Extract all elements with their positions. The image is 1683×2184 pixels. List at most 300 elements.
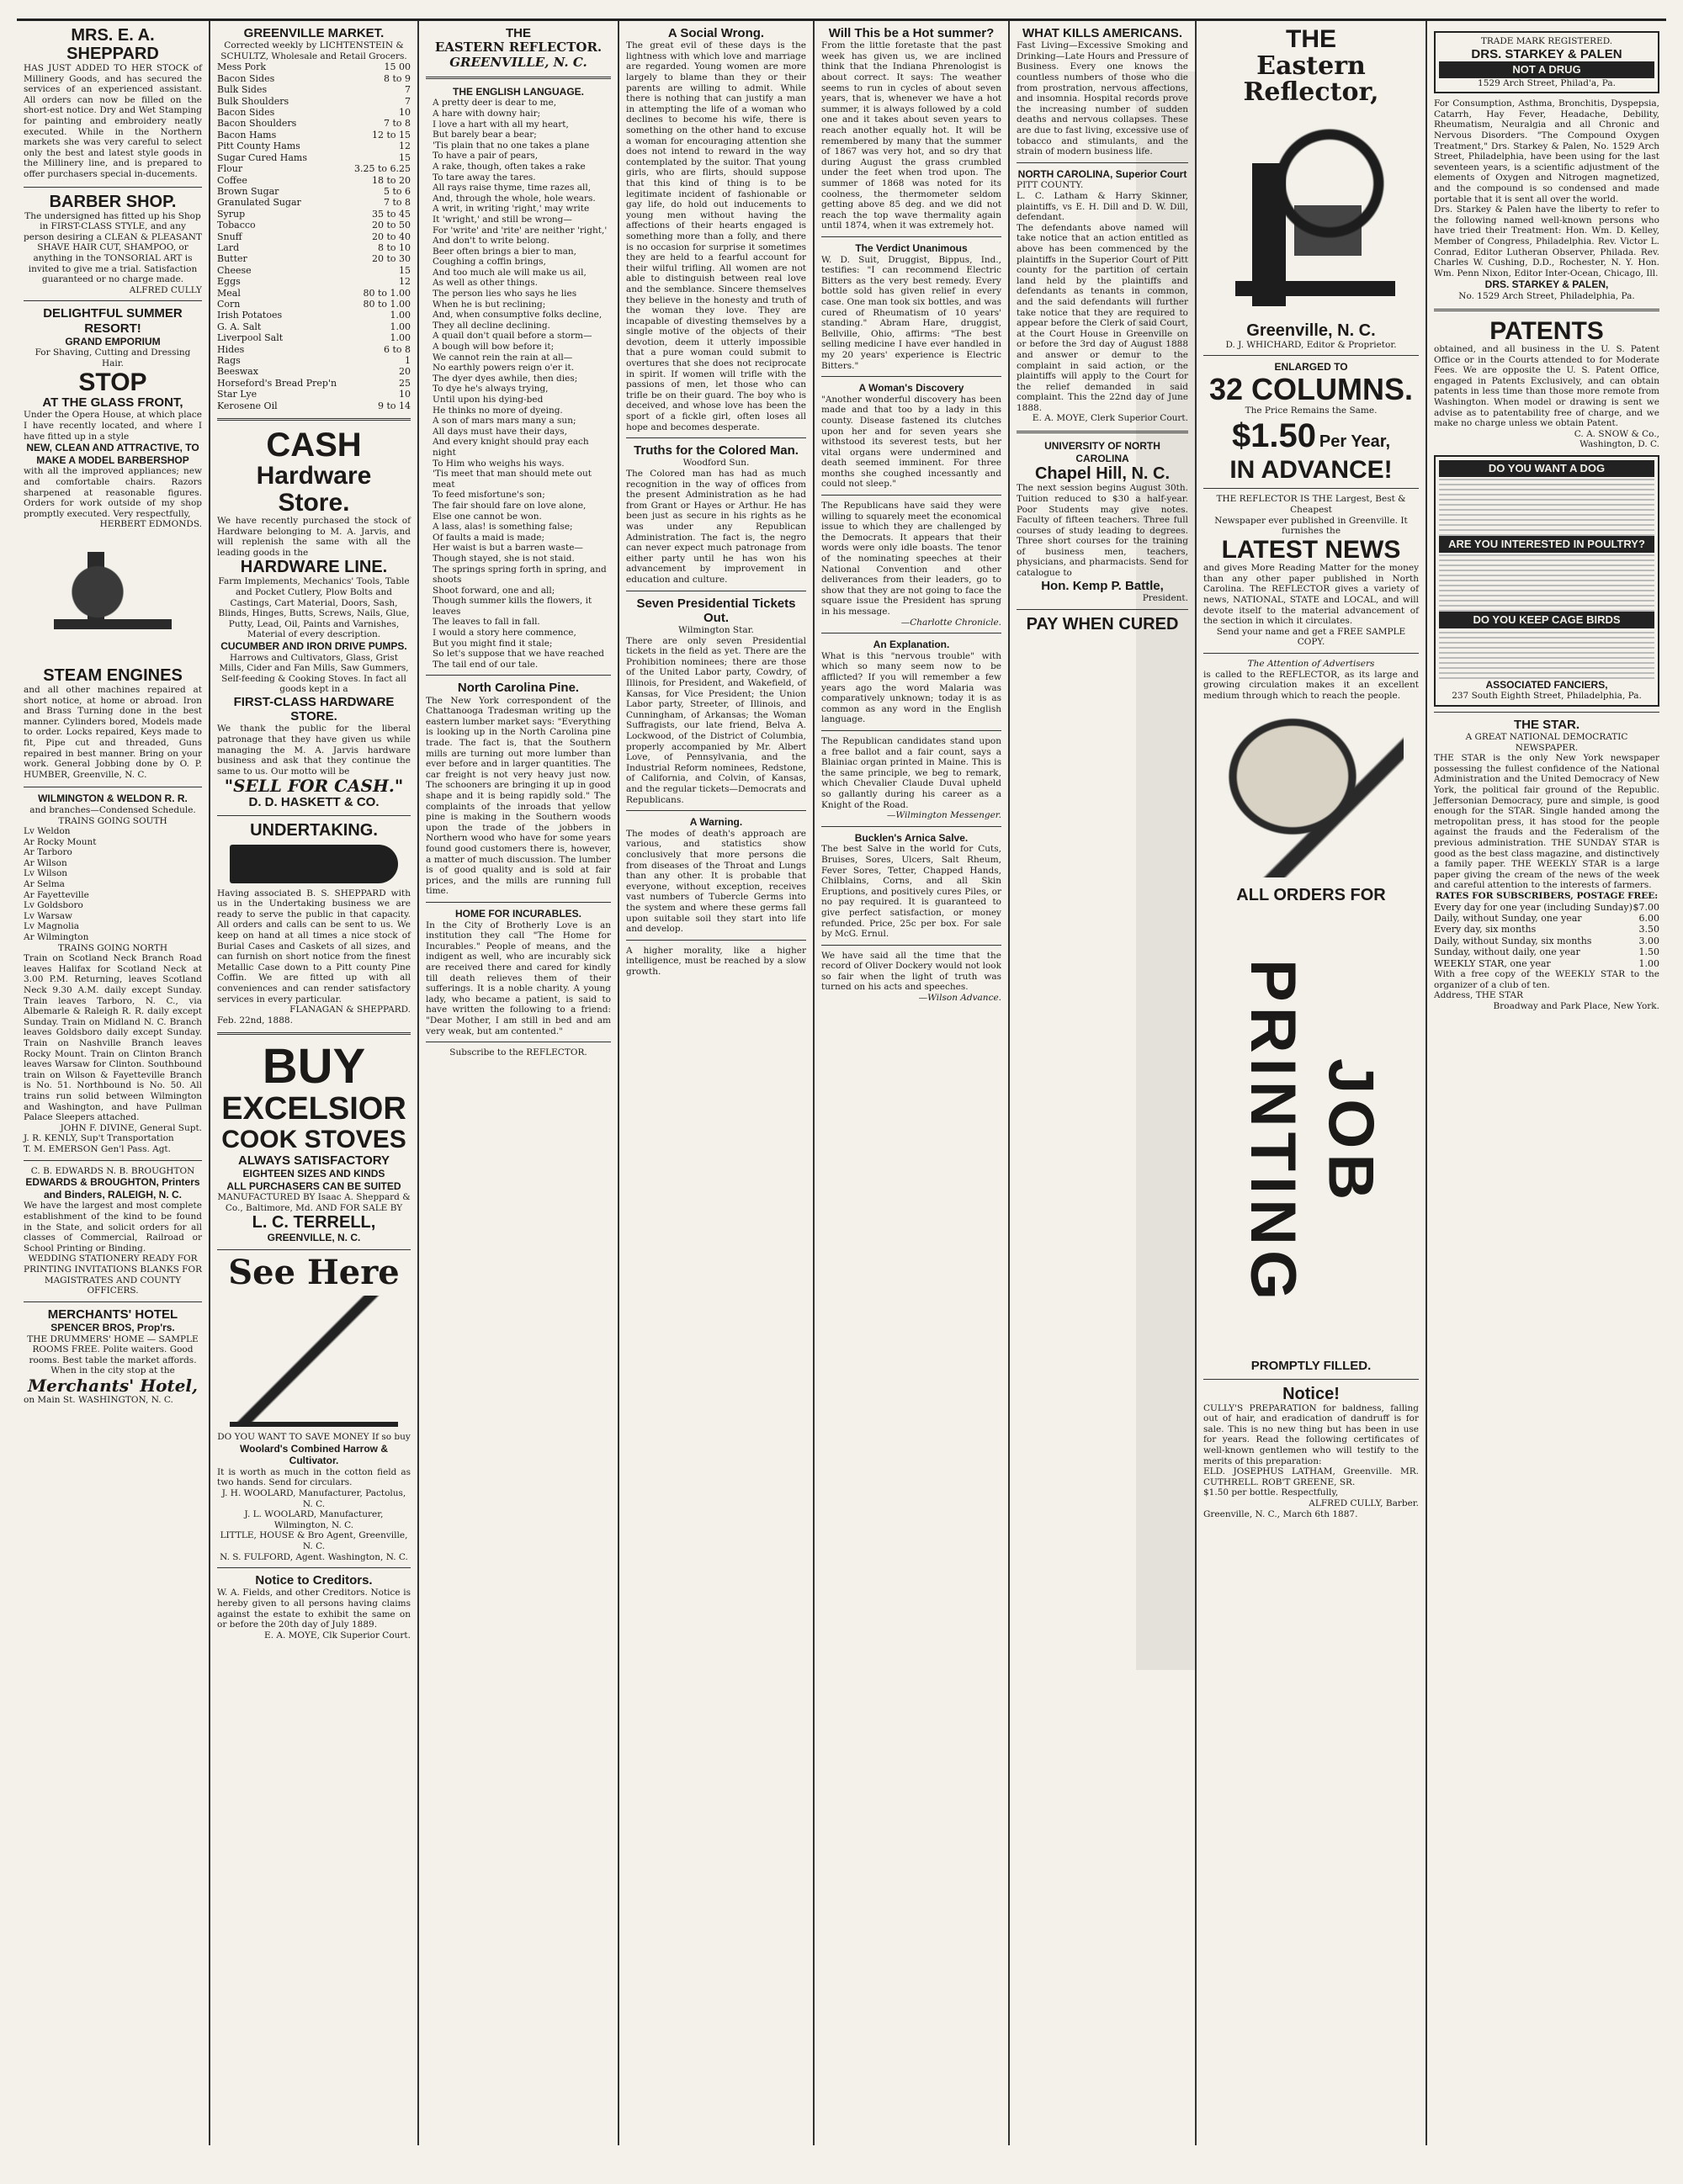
- market-price: 7: [405, 84, 411, 96]
- engines-body: and all other machines repaired at short notice, at home or abroad. Iron and Brass Turning done in the best manner. Cylinders bored, Models made to order. Locks repaired, Keys made to fit, Pipe cut and threaded, Guns repaired in best manner. Bring on your work. General Jobbing done by O. P. HUMBER, Greenville, N. C.: [24, 684, 202, 780]
- court-title: NORTH CAROLINA, Superior Court: [1017, 167, 1187, 180]
- market-price: 7: [405, 95, 411, 107]
- starkey-signature: DRS. STARKEY & PALEN,: [1484, 278, 1609, 291]
- poem-line: A pretty deer is dear to me,: [433, 98, 557, 109]
- market-row: [217, 265, 411, 276]
- market-item: Butter: [217, 253, 247, 265]
- poem-line: To have a pair of pears,: [433, 151, 539, 162]
- warning-body: The modes of death's approach are various, and statistics show conclusively that more persons die from diseases of the Throat and Lungs than any other. It is probable that everyone, without exception, receives vast numbers of Tubercle Germs into the system and where these germs fall upon suitable soil they start into life and develop.: [626, 828, 806, 935]
- poem-line: A lass, alas! is something false;: [433, 522, 573, 533]
- rail-signature: JOHN F. DIVINE, General Supt.: [60, 1122, 202, 1133]
- poem-line: And every knight should pray each night: [433, 437, 589, 458]
- woolard-pactolus: J. H. WOOLARD, Manufacturer, Pactolus, N. C.: [221, 1488, 406, 1509]
- poem-line: A son of mars mars many a sun;: [433, 416, 576, 427]
- rate-row: [1434, 946, 1659, 957]
- manufacturer-line: MANUFACTURED BY Isaac A. Sheppard & Co., Baltimore, Md. AND FOR SALE BY: [217, 1192, 411, 1213]
- market-table: [217, 61, 411, 411]
- market-row: [217, 140, 411, 151]
- reflector-editor: D. J. WHICHARD, Editor & Proprietor.: [1225, 339, 1397, 350]
- market-price: 7 to 8: [383, 197, 411, 209]
- poem-line: The tail end of our tale.: [433, 659, 539, 670]
- rail-signature-3: T. M. EMERSON Gen'l Pass. Agt.: [24, 1143, 171, 1154]
- poem-line: Of faults a maid is made;: [433, 532, 545, 543]
- price-value: $1.50: [1231, 417, 1317, 455]
- market-price: 20 to 40: [371, 231, 411, 242]
- rate-value: 1.00: [1638, 957, 1659, 969]
- undertaking-date: Feb. 22nd, 1888.: [217, 1015, 293, 1026]
- market-item: Bacon Sides: [217, 72, 275, 84]
- terrell-name: L. C. TERRELL,: [252, 1213, 376, 1232]
- star-body: THE STAR is the only New York newspaper possessing the fullest confidence of the National Administration and the United Democracy of New York, the political fair ground of the Republic. Jeffersonian Democracy, pure and simple, is good enough for the STAR. Single handed among the metropolitan press, it has stood for the people against the frauds and the Federalism of the previous administration. THE SUNDAY STAR is good as the best class magazine, and distinctively a family paper. THE WEEKLY STAR is a large paper giving the cream of the news of the week and careful attention to the interests of farmers.: [1434, 753, 1659, 891]
- fanciers-address: 237 South Eighth Street, Philadelphia, Pa.: [1452, 691, 1642, 702]
- home-title: HOME FOR INCURABLES.: [455, 907, 581, 920]
- columns-heading: 32 COLUMNS.: [1208, 371, 1414, 406]
- poem-line: Shoot forward, one and all;: [433, 585, 555, 596]
- poem-line: So let's suppose that we have reached: [433, 649, 605, 660]
- poem-line: All rays raise thyme, time razes all,: [433, 183, 592, 193]
- hardware-line: HARDWARE LINE.: [240, 558, 388, 577]
- duval-source: —Wilmington Messenger.: [886, 810, 1001, 821]
- creditors-body: W. A. Fields, and other Creditors. Notice is hereby given to all persons having claims against the estate to exhibit the same on or before the 20th day of July 1889.: [217, 1588, 411, 1630]
- starkey-ad: [1434, 31, 1659, 93]
- resort-title: DELIGHTFUL SUMMER RESORT!: [43, 306, 183, 336]
- rate-label: Sunday, without daily, one year: [1434, 946, 1580, 958]
- market-price: 1: [405, 355, 411, 366]
- cook-stoves-heading: COOK STOVES: [221, 1126, 406, 1154]
- subscribe-line: Subscribe to the REFLECTOR.: [449, 1047, 587, 1058]
- rail-station: Ar Rocky Mount: [24, 836, 97, 847]
- railroad-sub: and branches—Condensed Schedule.: [29, 804, 196, 815]
- buy-heading: BUY: [262, 1039, 366, 1095]
- market-item: Flour: [217, 163, 243, 175]
- sample-copy: Send your name and get a FREE SAMPLE COPY.: [1216, 626, 1406, 648]
- model-shop-signature: HERBERT EDMONDS.: [99, 519, 202, 530]
- poem-line: Her waist is but a barren waste—: [433, 543, 583, 554]
- hotel-sub: SPENCER BROS, Prop'rs.: [50, 1321, 175, 1333]
- always-satisfactory: ALWAYS SATISFACTORY: [237, 1153, 390, 1168]
- hotel-name: Merchants' Hotel,: [28, 1375, 198, 1396]
- trains-north-label: TRAINS GOING NORTH: [57, 942, 168, 953]
- market-price: 6 to 8: [383, 343, 411, 355]
- market-row: [217, 61, 411, 72]
- print-damage: [1136, 72, 1195, 1670]
- harrow-illustration: [230, 1296, 398, 1427]
- market-price: 80 to 1.00: [363, 298, 411, 310]
- cash-heading: CASH: [266, 427, 362, 464]
- pumps-body: Harrows and Cultivators, Glass, Grist Mills, Cider and Fan Mills, Saw Gummers, Self-feeding & Cooking Stoves. In fact all goods kept in a: [219, 652, 409, 695]
- rate-value: 6.00: [1638, 913, 1659, 924]
- market-row: [217, 366, 411, 377]
- poem-line: A quail don't quail before a storm—: [433, 331, 592, 342]
- creditors-signature: E. A. MOYE, Clk Superior Court.: [264, 1630, 411, 1641]
- market-item: Hides: [217, 343, 245, 355]
- market-price: 12 to 15: [371, 129, 411, 140]
- market-item: Bacon Hams: [217, 129, 277, 140]
- rate-row: [1434, 936, 1659, 946]
- market-item: Granulated Sugar: [217, 197, 301, 209]
- rail-station: Lv Warsaw: [24, 910, 73, 921]
- market-item: Bulk Sides: [217, 84, 268, 96]
- price-same: The Price Remains the Same.: [1245, 405, 1378, 416]
- market-row: [217, 253, 411, 264]
- market-row: [217, 344, 411, 355]
- starkey-trademark: TRADE MARK REGISTERED.: [1480, 36, 1613, 46]
- reflector-name: Eastern Reflector,: [1243, 50, 1379, 107]
- save-money: DO YOU WANT TO SAVE MONEY If so buy: [217, 1432, 411, 1442]
- emporium-sub: For Shaving, Cutting and Dressing Hair.: [35, 347, 191, 368]
- market-item: Rags: [217, 355, 241, 366]
- market-price: 12: [399, 276, 411, 288]
- poem-line: When he is but reclining;: [433, 299, 546, 310]
- kills-title: WHAT KILLS AMERICANS.: [1022, 26, 1182, 40]
- motto: "SELL FOR CASH.": [224, 776, 404, 797]
- little-house-agent: LITTLE, HOUSE & Bro Agent, Greenville, N. C.: [220, 1530, 408, 1551]
- birds-ad-text: [1439, 628, 1654, 679]
- poem-line: They all decline declining.: [433, 320, 550, 331]
- woolard-wilmington: J. L. WOOLARD, Manufacturer, Wilmington, N. C.: [244, 1509, 384, 1530]
- court-parties: L. C. Latham & Harry Skinner, plaintiffs, vs E. H. Dill and D. W. Dill, defendant.: [1017, 191, 1188, 223]
- market-item: Syrup: [217, 208, 246, 220]
- kills-body: Fast Living—Excessive Smoking and Drinking—Late Hours and Pressure of Business. Every one knows the countless numbers of those who die from prostration, nervous affections, and insomnia. Hospital records prove the increasing number of sudden deaths and nervous collapses. These are due to fast living, excessive use of tobacco and stimulants, and the strain of modern business life.: [1017, 40, 1188, 157]
- market-price: 1.00: [390, 310, 411, 321]
- edwards-names: C. B. EDWARDS N. B. BROUGHTON: [30, 1165, 195, 1176]
- poem-line: It 'wright,' and still be wrong—: [433, 214, 572, 225]
- market-row: [217, 175, 411, 186]
- poem-line: A hare with downy hair;: [433, 108, 541, 119]
- poem-line: The dyer dyes awhile, then dies;: [433, 373, 578, 384]
- model-shop-body: with all the improved appliances; new and comfortable chairs. Razors sharpened at reasonable figures. Orders for work outside of my shop promptly executed. Very respectfully,: [24, 466, 202, 519]
- market-row: [217, 130, 411, 140]
- market-item: Lard: [217, 241, 240, 253]
- rail-station: Ar Wilmington: [24, 932, 89, 943]
- higher-morality: A higher morality, like a higher intelligence, must be reached by a slow growth.: [626, 945, 806, 977]
- market-row: [217, 84, 411, 95]
- terrell-city: GREENVILLE, N. C.: [267, 1232, 361, 1244]
- poem-line: And, when consumptive folks decline,: [433, 310, 603, 321]
- hot-summer-body: From the little foretaste that the past week has given us, we are inclined think that the Indiana Phrenologist is about correct. It says: The weather seems to run in cycles of about seven years, that is, whenever we have a hot summer, it is always followed by a cold one and it takes about seven years to reach another equally hot. It will be remembered by many that the summer of 1867 was very hot, and so dry that during August the grass crumbled under the feet when trod upon. The summer of 1868 was noted for its coolness, the thermometer seldom getting above 85 deg. and we did not reach the top wave thermality again until 1874, when it was extremely hot.: [821, 40, 1001, 231]
- oliver-source: —Wilson Advance.: [918, 993, 1001, 1004]
- oliver-body: We have said all the time that the record of Oliver Dockery would not look so fair when the light of truth was turned on his acts and speeches.: [821, 950, 1001, 993]
- largest-body: Newspaper ever published in Greenville. It furnishes the: [1214, 515, 1408, 537]
- poem-line: No earthly powers reign o'er it.: [433, 363, 575, 374]
- barber-body: The undersigned has fitted up his Shop in FIRST-CLASS STYLE, and any person desiring a CLEAN & PLEASANT SHAVE HAIR CUT, SHAMPOO, or anything in the TONSORIAL ART is invited to give me a trial. Satisfaction guaranteed or no charge made.: [24, 210, 202, 285]
- undertaking-body: Having associated B. S. SHEPPARD with us in the Undertaking business we are ready to serve the public in that capacity. All orders and calls can be sent to us. We keep on hand at all times a nice stock of Burial Cases and Caskets of all sizes, and can furnish on short notice from the finest Metallic Case down to a Pitt county Pine Coffin. We are fitted up with all conveniences and can render satisfactory services in every particular.: [217, 888, 411, 1005]
- market-price: 10: [399, 107, 411, 119]
- rail-station: Lv Goldsboro: [24, 900, 83, 911]
- pine-title: North Carolina Pine.: [457, 681, 580, 696]
- market-item: Sugar Cured Hams: [217, 151, 308, 163]
- market-item: Liverpool Salt: [217, 332, 284, 344]
- patents-body: obtained, and all business in the U. S. Patent Office or in the Courts attended to for Moderate Fees. We are opposite the U. S. Patent Office, engaged in Patents Exclusively, and can obtain patents in less time than those more remote from Washington. When model or drawing is sent we advise as to patentability free of charge, and we make no charge unless we obtain Patent.: [1434, 344, 1659, 429]
- firstclass-heading: FIRST-CLASS HARDWARE STORE.: [233, 694, 395, 724]
- market-row: [217, 186, 411, 197]
- poem-body: [426, 98, 611, 670]
- market-item: Pitt County Hams: [217, 140, 300, 152]
- advertisers-heading: The Attention of Advertisers: [1247, 659, 1375, 670]
- market-row: [217, 276, 411, 287]
- duval-body: The Republican candidates stand upon a free ballot and a fair count, says a Blainiac organ printed in Maine. This is the same principle, we beg to remark, which Chevalier Claude Duval upheld so gallantly during his career as a Knight of the Road.: [821, 735, 1001, 810]
- social-wrong-body: The great evil of these days is the lightness with which love and marriage are regarded. Young women are more largely to blame than they or their parents are willing to admit. While there is nothing that can justify a man in attempting the life of a woman who declines to become his wife, there is something on the other hand to excuse a woman for encouraging attention she does not intend to reward in the way contemplated by the suitor. That young girls, who are flirts, should suppose that this kind of thing is to be legitimate incident of fashionable or gay life, do hold out inducements to young men without having the affections of their hearts engaged is something more than a folly, and there is no occasion for surprise it sometimes they are held to a fearful account for their wilful trifling. All women are not able to distinguish between real love and the semblance. Sincere themselves they believe in the honesty and truth of the woman they love. They are incapable of divesting themselves by a single motive of the objects of their devotion, deem it utterly impossible that a pure woman could submit to overtures that she does not reciprocate in spirit. If women will trifle with the passions of men, let those who can trifle be on their guard. The boy who is deceived, and whose love has been the sport of a fickle girl, often loses all hope and becomes desperate.: [626, 40, 806, 432]
- engines-title: STEAM ENGINES: [43, 665, 183, 685]
- per-year: Per Year,: [1319, 432, 1391, 452]
- rail-station: Lv Wilson: [24, 868, 68, 879]
- poem-line: Beer often brings a bier to man,: [433, 246, 576, 257]
- home-body: In the City of Brotherly Love is an institution they call "The Home for Incurables." People of means, and the indigent as well, who are incurably sick are received there and cared for kindly till death relieves them of their sufferings. It is a noble charity. A young lady, who became a patient, is said to have written the following to a friend: "Dear Mother, I am still in bed and am very weak, but am contented.": [426, 920, 611, 1036]
- barber-signature: ALFRED CULLY: [129, 284, 202, 295]
- rail-station: Lv Magnolia: [24, 921, 80, 932]
- glass-front-heading: AT THE GLASS FRONT,: [42, 395, 183, 411]
- undertaking-heading: UNDERTAKING.: [250, 820, 378, 840]
- coffin-illustration: [230, 845, 398, 883]
- market-row: [217, 118, 411, 129]
- rate-label: Every day, six months: [1434, 924, 1537, 936]
- verdict-title: The Verdict Unanimous: [855, 241, 968, 254]
- market-item: Coffee: [217, 174, 247, 186]
- market-price: 8 to 9: [383, 72, 411, 84]
- pointing-hand-icon: [1218, 709, 1404, 877]
- market-row: [217, 378, 411, 389]
- reflector-the: THE: [1286, 25, 1336, 53]
- purchasers-suited: ALL PURCHASERS CAN BE SUITED: [226, 1179, 401, 1192]
- poem-line: 'Tis plain that no one takes a plane: [433, 140, 590, 151]
- market-price: 20 to 50: [371, 220, 411, 231]
- market-row: [217, 220, 411, 231]
- rail-station: Ar Fayetteville: [24, 889, 89, 900]
- discovery-title: A Woman's Discovery: [858, 382, 964, 395]
- excelsior-heading: EXCELSIOR: [221, 1091, 406, 1127]
- rate-row: [1434, 902, 1659, 913]
- market-row: [217, 288, 411, 299]
- notice-heading: Notice!: [1282, 1384, 1340, 1403]
- notice-names: ELD. JOSEPHUS LATHAM, Greenville. MR. CUTHRELL. ROB'T GREENE, SR.: [1203, 1466, 1419, 1487]
- market-title: GREENVILLE MARKET.: [243, 26, 385, 40]
- university-city: Chapel Hill, N. C.: [1034, 464, 1171, 484]
- poem-line: The fair should fare on love alone,: [433, 500, 587, 511]
- column-7: [1197, 21, 1427, 2145]
- newspaper-page: [17, 19, 1666, 2150]
- market-item: Snuff: [217, 231, 242, 242]
- poem-line: I love a hart with all my heart,: [433, 119, 569, 130]
- dog-banner: DO YOU WANT A DOG: [1439, 460, 1654, 477]
- hardware-heading: Hardware Store.: [256, 462, 372, 517]
- market-row: [217, 96, 411, 107]
- market-price: 1.00: [390, 332, 411, 344]
- firstclass-body: We thank the public for the liberal patronage that they have given us while managing the M. A. Jarvis hardware business and ask that they continue the same to us. Our motto will be: [217, 724, 411, 777]
- market-row: [217, 321, 411, 332]
- column-5: [815, 21, 1010, 2145]
- market-item: Eggs: [217, 276, 241, 288]
- rail-stations-south: [24, 826, 202, 943]
- hot-summer-title: Will This be a Hot summer?: [828, 26, 995, 40]
- masthead-the: THE: [506, 26, 531, 40]
- star-address-2: Broadway and Park Place, New York.: [1493, 1000, 1659, 1011]
- star-title: THE STAR.: [1513, 717, 1580, 732]
- rail-station: Ar Wilson: [24, 857, 67, 868]
- poem-line: To Him who weighs his ways.: [433, 458, 565, 469]
- market-price: 18 to 20: [371, 174, 411, 186]
- rate-label: Daily, without Sunday, one year: [1434, 913, 1582, 924]
- hotel-address: on Main St. WASHINGTON, N. C.: [24, 1394, 173, 1405]
- market-item: Beeswax: [217, 366, 258, 378]
- poem-line: Else one cannot be won.: [433, 511, 542, 522]
- all-orders-heading: ALL ORDERS FOR: [1236, 886, 1386, 905]
- column-8: [1427, 21, 1666, 2145]
- starkey-body: For Consumption, Asthma, Bronchitis, Dyspepsia, Catarrh, Hay Fever, Headache, Debility, Rheumatism, Neuralgia and all Chronic and Nervous Disorders. "The Compound Oxygen Treatment," Drs. Starkey & Palen, No. 1529 Arch Street, Philadelphia, have been using for the last seventeen years, is a scientific adjustment of the elements of Oxygen and Nitrogen magnetized, and the compound is so condensed and made portable that it is sent all over the world.: [1434, 98, 1659, 204]
- stop-heading: STOP: [78, 368, 147, 396]
- court-signature: E. A. MOYE, Clerk Superior Court.: [1032, 413, 1188, 424]
- fanciers-ad: [1434, 455, 1659, 707]
- latest-body: and gives More Reading Matter for the money than any other paper published in North Carolina. The REFLECTOR gives a variety of news, NATIONAL, STATE and LOCAL, and will devote itself to the material advancement of the section in which it circulates.: [1203, 563, 1419, 627]
- poem-line: All days must have their days,: [433, 426, 567, 437]
- rate-value: 1.50: [1638, 946, 1659, 958]
- rail-station: Ar Tarboro: [24, 847, 72, 858]
- market-item: Tobacco: [217, 220, 256, 231]
- tickets-title: Seven Presidential Tickets Out.: [636, 596, 796, 625]
- printing-press-illustration: [1218, 113, 1404, 315]
- notice-date: Greenville, N. C., March 6th 1887.: [1203, 1508, 1358, 1519]
- republicans-source: —Charlotte Chronicle.: [900, 617, 1001, 628]
- market-row: [217, 332, 411, 343]
- model-shop-heading: NEW, CLEAN AND ATTRACTIVE, TO MAKE A MODEL BARBERSHOP: [26, 442, 199, 466]
- poem-title: THE ENGLISH LANGUAGE.: [452, 85, 584, 98]
- tickets-source: Wilmington Star.: [678, 625, 754, 636]
- edwards-title: EDWARDS & BROUGHTON, Printers and Binders, RALEIGH, N. C.: [25, 1176, 200, 1201]
- market-row: [217, 355, 411, 366]
- market-row: [217, 73, 411, 84]
- birds-banner: DO YOU KEEP CAGE BIRDS: [1439, 612, 1654, 628]
- market-price: 15: [399, 151, 411, 163]
- price-line: [1203, 416, 1419, 457]
- market-price: 80 to 1.00: [363, 287, 411, 299]
- social-wrong-title: A Social Wrong.: [667, 26, 765, 40]
- market-row: [217, 197, 411, 208]
- column-1: [17, 21, 210, 2145]
- patents-city: Washington, D. C.: [1579, 439, 1659, 450]
- verdict-body: W. D. Suit, Druggist, Bippus, Ind., testifies: "I can recommend Electric Bitters as the very best remedy. Every bottle sold has given relief in every case. One man took six bottles, and was cured of Rheumatism of 10 years' standing." Abram Hare, druggist, Bellville, Ohio, affirms: "The best selling medicine I have ever handled in my 20 years' experience is Electric Bitters.": [821, 254, 1001, 371]
- market-price: 1.00: [390, 321, 411, 332]
- poem-line: To feed misfortune's son;: [433, 490, 545, 501]
- rate-label: Daily, without Sunday, six months: [1434, 935, 1592, 946]
- star-subtitle: A GREAT NATIONAL DEMOCRATIC NEWSPAPER.: [1465, 732, 1628, 753]
- poem-line: Until upon his dying-bed: [433, 395, 544, 405]
- railroad-title: WILMINGTON & WELDON R. R.: [38, 792, 188, 805]
- market-sub: Corrected weekly by LICHTENSTEIN & SCHULTZ, Wholesale and Retail Grocers.: [220, 40, 407, 61]
- star-address: Address, THE STAR: [1434, 990, 1523, 1001]
- reflector-city: Greenville, N. C.: [1246, 321, 1376, 340]
- poem-line: But you might find it stale;: [433, 638, 553, 649]
- starkey-name: DRS. STARKEY & PALEN: [1471, 46, 1622, 61]
- column-6: [1010, 21, 1197, 2145]
- pumps-heading: CUCUMBER AND IRON DRIVE PUMPS.: [220, 639, 407, 652]
- rate-value: $7.00: [1633, 901, 1659, 913]
- masthead-name: EASTERN REFLECTOR.: [434, 40, 603, 56]
- poem-line: To dye he's always trying,: [433, 384, 549, 395]
- university-role: President.: [1142, 592, 1188, 603]
- market-item: Irish Potatoes: [217, 310, 283, 321]
- market-price: 12: [399, 140, 411, 152]
- market-price: 5 to 6: [383, 185, 411, 197]
- market-item: Kerosene Oil: [217, 400, 278, 411]
- poem-line: A rake, though, often takes a rake: [433, 161, 586, 172]
- poem-line: But barely bear a bear;: [433, 130, 537, 140]
- market-price: 20 to 30: [371, 253, 411, 265]
- market-price: 9 to 14: [377, 400, 411, 411]
- market-item: Cheese: [217, 264, 252, 276]
- poem-line: For 'write' and 'rite' are neither 'right,': [433, 225, 608, 236]
- glass-front-body: Under the Opera House, at which place I have recently located, and where I have fitted up in a style: [24, 410, 202, 442]
- market-price: 15: [399, 264, 411, 276]
- republicans-body: The Republicans have said they were willing to squarely meet the economical issue to which they are challenged by the Democrats. It appears that their words were only idle boasts. The tenor of the nominating speeches at their National Convention and other deliverances from their leaders, go to show that they are not going to face the square issue the President has sprung in his message.: [821, 501, 1001, 617]
- rate-value: 3.50: [1638, 924, 1659, 936]
- poem-line: 'Tis meet that man should mete out meat: [433, 469, 592, 490]
- enlarged-label: ENLARGED TO: [1274, 361, 1348, 374]
- rail-station: Ar Selma: [24, 879, 65, 890]
- fulford-agent: N. S. FULFORD, Agent. Washington, N. C.: [220, 1551, 408, 1562]
- market-price: 35 to 45: [371, 208, 411, 220]
- market-row: [217, 163, 411, 174]
- column-3: [419, 21, 619, 2145]
- rate-row: [1434, 913, 1659, 924]
- poem-line: A writ, in writing 'right,' may write: [433, 204, 590, 215]
- poem-line: A bough will bow before it;: [433, 342, 555, 353]
- poem-line: Though summer kills the flowers, it leaves: [433, 596, 592, 617]
- hardware-items: Farm Implements, Mechanics' Tools, Table and Pocket Cutlery, Plow Bolts and Castings, Cart Material, Doors, Sash, Blinds, Hinges, Butts, Screws, Nails, Glue, Putty, Lead, Oil, Paints and Varnishes, Material of every description.: [218, 576, 410, 640]
- harrow-name: Woolard's Combined Harrow & Cultivator.: [240, 1442, 388, 1467]
- market-row: [217, 400, 411, 411]
- barber-title: BARBER SHOP.: [49, 192, 177, 211]
- poem-line: And too much ale will make us ail,: [433, 267, 587, 278]
- poultry-ad-text: [1439, 553, 1654, 612]
- university-title: UNIVERSITY OF NORTH CAROLINA: [1044, 440, 1160, 464]
- colored-man-body: The Colored man has had as much recognition in the way of offices from the present Administration as he had from Grant or Hayes or Arthur. He has been just as secure in his rights as he was under any Republican Administration. The fact is, the negro can never expect much patronage from either party until he has won his advancement by improvement in education and culture.: [626, 469, 806, 585]
- in-advance: IN ADVANCE!: [1229, 455, 1393, 484]
- poem-line: As well as other things.: [433, 278, 538, 289]
- hotel-body: THE DRUMMERS' HOME — SAMPLE ROOMS FREE. Polite waiters. Good rooms. Best table the market affords. When in the city stop at the: [27, 1333, 199, 1376]
- market-item: Bacon Shoulders: [217, 118, 297, 130]
- poem-line: And don't to write belong.: [433, 236, 550, 246]
- market-price: 3.25 to 6.25: [353, 163, 411, 175]
- market-price: 15 00: [384, 61, 411, 73]
- market-item: Star Lye: [217, 389, 257, 400]
- patents-signature: C. A. SNOW & Co.,: [1574, 428, 1659, 439]
- market-item: Mess Pork: [217, 61, 267, 73]
- undertaking-signature: FLANAGAN & SHEPPARD.: [289, 1005, 411, 1015]
- rail-station: Lv Weldon: [24, 826, 71, 837]
- not-a-drug-banner: NOT A DRUG: [1439, 61, 1654, 78]
- star-club: With a free copy of the WEEKLY STAR to the organizer of a club of ten.: [1434, 969, 1659, 990]
- fire-engine-illustration: [37, 535, 188, 661]
- notice-price: $1.50 per bottle. Respectfully,: [1203, 1487, 1339, 1498]
- advertisers-body: is called to the REFLECTOR, as its large and growing circulation makes it an excellent medium through which to reach the people.: [1203, 669, 1419, 701]
- warning-title: A Warning.: [689, 816, 743, 829]
- starkey-references: Drs. Starkey & Palen have the liberty to refer to the following named well-known persons who have tried their Treatment: Hon. Wm. D. Kelley, Member of Congress, Philadelphia. Rev. Victor L. Conrad, Editor Lutheran Observer, Philada. Rev. Charles W. Cushing, D.D., Rochester, N. Y. Hon. Wm. Penn Nixon, Editor Inter-Ocean, Chicago, Ill.: [1434, 204, 1659, 278]
- trains-south-label: TRAINS GOING SOUTH: [58, 815, 167, 826]
- discovery-body: "Another wonderful discovery has been made and that too by a lady in this county. Disease fastened its clutches upon her and for seven years she withstood its severest tests, but her vital organs were undermined and death seemed imminent. For three months she coughed incessantly and could not sleep.": [821, 394, 1001, 490]
- pay-when-cured: PAY WHEN CURED: [1026, 614, 1179, 633]
- arnica-title: Bucklen's Arnica Salve.: [854, 831, 969, 844]
- hotel-title: MERCHANTS' HOTEL: [47, 1307, 178, 1322]
- tickets-body: There are only seven Presidential tickets in the field as yet. There are the Prohibition nominees; there are those of the United Labor party, Cowdry, of Illinois, for President, and Wakefield, of Kansas, for Vice President; the Union Labor party, Streeter, of Illinois, and Cunningham, of Arkansas; the Woman Suffragists, our late friend, Belva A. Lockwood, of the District of Columbia, properly accompanied by Mr. Albert Love, of Pennsylvania, and the Industrial Reform nominees, Redstone, of California, and Colvin, of Kansas, and the regular tickets—Democrats and Republicans.: [626, 635, 806, 805]
- market-item: Horseford's Bread Prep'n: [217, 377, 337, 389]
- starkey-signature-address: No. 1529 Arch Street, Philadelphia, Pa.: [1458, 291, 1635, 302]
- market-row: [217, 299, 411, 310]
- colored-man-source: Woodford Sun.: [682, 458, 750, 469]
- rates-title: RATES FOR SUBSCRIBERS, POSTAGE FREE:: [1435, 891, 1659, 901]
- masthead-city: GREENVILLE, N. C.: [449, 54, 587, 70]
- market-price: 10: [399, 389, 411, 400]
- market-row: [217, 209, 411, 220]
- market-row: [217, 107, 411, 118]
